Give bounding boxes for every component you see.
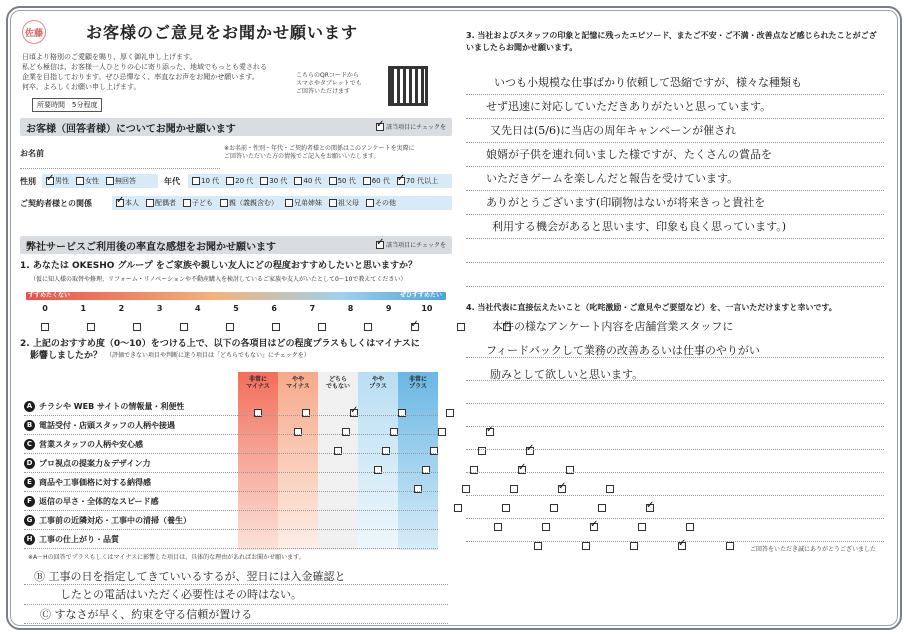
relation-option[interactable] — [285, 198, 322, 208]
relation-option-label: 祖父母 — [338, 199, 359, 207]
matrix-row — [24, 417, 175, 433]
relation-option-label: その他 — [375, 199, 396, 207]
q4-hw-2: フィードバックして業務の改善あるいは仕事のやりがい — [486, 344, 760, 357]
scale-label: 3 — [156, 304, 163, 313]
scale-checkbox[interactable] — [364, 323, 372, 331]
scale-label: 5 — [233, 304, 239, 313]
item-label: チラシや WEB サイトの情報量・利便性 — [39, 401, 185, 411]
item-letter-badge: D — [24, 458, 35, 469]
gender-checkbox[interactable] — [46, 177, 54, 185]
ruled-line — [466, 214, 884, 215]
matrix-row — [24, 474, 151, 490]
q1-gradient — [26, 292, 446, 300]
q2-handwriting-3: Ⓒ すなさが早く、約束を守る信頼が置ける — [40, 608, 253, 621]
scale-checkbox[interactable] — [180, 323, 188, 331]
q2-handwriting-1: Ⓑ 工事の日を指定してきていいるするが、翌日には入金確認と — [34, 570, 346, 583]
matrix-row — [24, 493, 159, 509]
q4-title: 4. 当社代表に直接伝えたいこと（叱咤激励・ご意見やご要望など）を、一言いただけますと幸いです。 — [466, 303, 837, 312]
section2-bar: 弊社サービスご利用後の率直な感想をお聞かせ願います ✓ 該当項目にチェックを — [20, 236, 452, 254]
scale-label: 7 — [309, 304, 316, 313]
age-option[interactable] — [329, 176, 356, 186]
q3-hw-2: せず迅速に対応していただきありがたいと思っています。 — [486, 100, 772, 113]
relation-option[interactable] — [220, 198, 278, 208]
item-letter-badge: C — [24, 439, 35, 450]
privacy-note: ※お名前・性別・年代・ご契約者様との関係はこのアンケートを実際に ご回答いただいた方の情報でご記入をお願いいたします。 — [224, 145, 415, 160]
gender-options — [42, 174, 158, 188]
seal-stamp: 佐藤 — [22, 20, 46, 44]
comment-line — [24, 584, 448, 585]
q3-hw-5: いただきゲームを楽しんだと報告を受けています。 — [486, 172, 739, 185]
relation-checkbox[interactable] — [220, 199, 228, 207]
matrix-checkbox[interactable] — [454, 504, 462, 512]
relation-option-label: 本人 — [125, 199, 139, 207]
intro-text: 日頃より格別のご愛顧を賜り、厚く御礼申し上げます。 私ども極信は、お客様一人ひとりの心に寄り添った、地域でもっとも愛される 企業を目指しております。ぜひ忌憚なく、率直なお声をお聞かせ願います。 何卒、よろしくお願い申し上げます。 — [22, 53, 267, 91]
age-checkbox[interactable] — [260, 177, 268, 185]
q2-handwriting-2: したとの電話はいただく必要性はその時はない。 — [60, 588, 302, 601]
age-option-label: 10 代 — [201, 177, 220, 185]
age-checkbox[interactable] — [192, 177, 200, 185]
gender-age-row — [20, 174, 452, 190]
relation-label: ご契約者様との関係 — [20, 199, 92, 208]
relation-option[interactable] — [366, 198, 396, 208]
age-option[interactable] — [363, 176, 390, 186]
q1-title: 1. あなたは OKESHO グループ をご家族や親しい友人にどの程度おすすめしたいと思いますか？ — [20, 261, 418, 271]
scale-checkbox[interactable] — [457, 323, 465, 331]
row-divider — [24, 453, 438, 454]
q3-hw-7: 利用する機会があると思います、印象も良く思っています。) — [492, 220, 787, 233]
item-letter-badge: F — [24, 496, 35, 507]
scale-label: 2 — [118, 304, 125, 313]
item-letter-badge: G — [24, 515, 35, 526]
matrix-column-header: 非常に プラス — [408, 376, 427, 390]
age-checkbox[interactable] — [294, 177, 302, 185]
row-divider — [24, 491, 438, 492]
matrix-column-header: どちら でもない — [325, 376, 350, 390]
scale-checkbox[interactable] — [411, 323, 419, 331]
ruled-line — [466, 403, 884, 404]
q3-hw-4: 娘婿が子供を連れ伺いました様ですが、たくさんの賞品を — [486, 148, 772, 161]
ruled-line — [466, 94, 884, 95]
relation-option-label: 兄弟姉妹 — [294, 199, 322, 207]
thanks-note: ご回答をいただき誠にありがとうございました — [749, 546, 876, 553]
q2-title: 2. 上記のおすすめ度（0〜10）をつける上で、以下の各項目はどの程度プラスもしくはマイナスに — [20, 339, 420, 349]
q2-matrix — [24, 372, 452, 550]
time-box: 所要時間 5分程度 — [32, 98, 102, 112]
matrix-column-header: やや プラス — [369, 376, 387, 390]
ruled-line — [466, 472, 884, 473]
q2-sub: （評価できない項目や判断に迷う項目は「どちらでもない」にチェックを） — [106, 352, 310, 359]
ruled-line — [466, 426, 884, 427]
matrix-row — [24, 398, 184, 414]
relation-checkbox[interactable] — [366, 199, 374, 207]
age-option-label: 60 代 — [371, 177, 390, 185]
scale-checkbox[interactable] — [272, 323, 280, 331]
age-option-label: 70 代以上 — [405, 177, 438, 185]
matrix-row — [24, 531, 119, 547]
scale-label: 4 — [195, 304, 201, 313]
relation-checkbox[interactable] — [116, 199, 124, 207]
matrix-row — [24, 436, 143, 452]
ruled-line — [466, 286, 884, 287]
relation-option[interactable] — [146, 198, 176, 208]
age-option-label: 40 代 — [303, 177, 322, 185]
row-divider — [24, 434, 438, 435]
relation-option[interactable] — [183, 198, 213, 208]
item-letter-badge: A — [24, 401, 35, 412]
matrix-bg — [238, 372, 438, 550]
row-divider — [24, 472, 438, 473]
gender-checkbox[interactable] — [76, 177, 84, 185]
ruled-line — [466, 262, 884, 263]
scale-label: 0 — [42, 304, 48, 313]
right-column — [466, 18, 890, 622]
scale-checkbox[interactable] — [226, 323, 234, 331]
gender-checkbox[interactable] — [106, 177, 114, 185]
age-checkbox[interactable] — [329, 177, 337, 185]
q3-hw-3: 又先日は(5/6)に当店の周年キャンペーンが催され — [490, 124, 737, 137]
q1-right-label: ぜひすすめたい — [400, 292, 443, 299]
scale-checkbox[interactable] — [133, 323, 141, 331]
q1-scale — [26, 302, 446, 332]
gender-option-label: 男性 — [55, 177, 69, 185]
age-option[interactable] — [397, 176, 438, 186]
ruled-line — [466, 166, 884, 167]
age-label: 年代 — [164, 177, 180, 186]
qr-note: こちらのQRコードから スマホやタブレットでも ご回答いただけます — [296, 72, 362, 95]
item-label: 営業スタッフの人柄や安心感 — [39, 439, 143, 449]
matrix-row — [24, 512, 191, 528]
matrix-column-header: 非常に マイナス — [246, 376, 270, 390]
age-option[interactable] — [192, 176, 219, 186]
age-checkbox[interactable] — [226, 177, 234, 185]
ruled-line — [466, 449, 884, 450]
matrix-row — [24, 455, 150, 471]
q2-title2: 影響しましたか？ — [30, 351, 103, 361]
row-divider — [24, 415, 438, 416]
q3-hw-1: いつも小規模な仕事ばかり依頼して恐縮ですが、様々な種類も — [494, 76, 802, 89]
scale-checkbox[interactable] — [87, 323, 95, 331]
item-label: 工事の仕上がり・品質 — [39, 534, 119, 544]
ruled-line — [466, 518, 884, 519]
relation-option[interactable] — [116, 198, 139, 208]
relation-option[interactable] — [329, 198, 359, 208]
gender-label: 性別 — [20, 177, 36, 186]
q1-left-label: すすめたくない — [28, 292, 71, 299]
relation-checkbox[interactable] — [329, 199, 337, 207]
scale-checkbox[interactable] — [41, 323, 49, 331]
relation-option-label: 配偶者 — [155, 199, 176, 207]
scale-label: 8 — [347, 304, 354, 313]
age-option-label: 30 代 — [269, 177, 288, 185]
item-letter-badge: H — [24, 534, 35, 545]
item-letter-badge: E — [24, 477, 35, 488]
age-options — [188, 174, 452, 188]
name-label: お名前 — [20, 149, 44, 158]
item-label: 工事前の近隣対応・工事中の清掃（養生） — [39, 515, 191, 525]
qr-code[interactable] — [388, 66, 428, 106]
q1-sub: （仮に知人様の取替や修理、リフォーム・リノベーションや不動産購入を検討しているご家族や友人がいたとして0〜10で教えてください） — [30, 276, 407, 283]
scale-label: 1 — [80, 304, 87, 313]
q4-hw-3: 励みとして欲しいと思います。 — [490, 368, 644, 381]
gender-option-label: 女性 — [85, 177, 99, 185]
section1-bar: お客様（回答者様）についてお聞かせ願います ✓ 該当項目にチェックを — [20, 118, 452, 136]
row-divider — [24, 510, 438, 511]
item-label: 商品や工事価格に対する納得感 — [39, 477, 151, 487]
q4-hw-1: 本件の様なアンケート内容を店舗営業スタッフに — [492, 320, 734, 333]
scale-checkbox[interactable] — [318, 323, 326, 331]
relation-checkbox[interactable] — [183, 199, 191, 207]
q3-title: 3. 当社およびスタッフの印象と記憶に残ったエピソード、またご不安・ご不満・改善点など感じられたことがございましたらお聞かせ願います。 — [466, 31, 877, 52]
scale-label: 6 — [271, 304, 277, 313]
matrix-checkbox[interactable] — [438, 428, 446, 436]
ruled-line — [466, 142, 884, 143]
q2-footnote: ※A〜Hの回答でプラスもしくはマイナスに影響した項目は、具体的な理由があればお聞かせ願います。 — [28, 554, 305, 561]
scale-label: 9 — [385, 304, 392, 313]
relation-checkbox[interactable] — [146, 199, 154, 207]
relation-checkbox[interactable] — [285, 199, 293, 207]
q3-hw-6: ありがとうございます(印刷物はないが将来きっと貴社を — [486, 196, 766, 209]
matrix-column-header: やや マイナス — [286, 376, 310, 390]
item-label: プロ視点の提案力＆デザイン力 — [39, 458, 151, 468]
row-divider — [24, 548, 438, 549]
gender-option[interactable] — [76, 176, 99, 186]
gender-option[interactable] — [46, 176, 69, 186]
relation-options — [112, 196, 452, 210]
matrix-checkbox[interactable] — [446, 409, 454, 417]
ruled-line — [466, 190, 884, 191]
gender-option-label: 無回答 — [115, 177, 136, 185]
page-title: お客様のご意見をお聞かせ願います — [86, 23, 359, 42]
item-label: 返信の早さ・全体的なスピード感 — [39, 496, 159, 506]
age-checkbox[interactable] — [397, 177, 405, 185]
row-divider — [24, 529, 438, 530]
scale-label: 10 — [421, 304, 433, 313]
comment-line — [24, 623, 448, 624]
name-line — [20, 168, 220, 169]
gender-option[interactable] — [106, 176, 136, 186]
age-option[interactable] — [226, 176, 253, 186]
item-letter-badge: B — [24, 420, 35, 431]
ruled-line — [466, 495, 884, 496]
age-option[interactable] — [260, 176, 287, 186]
age-option[interactable] — [294, 176, 321, 186]
relation-option-label: 親（義親含む） — [229, 199, 278, 207]
ruled-line — [466, 541, 884, 542]
relation-row — [20, 196, 452, 212]
relation-option-label: 子ども — [192, 199, 213, 207]
ruled-line — [466, 238, 884, 239]
ruled-line — [466, 118, 884, 119]
age-option-label: 50 代 — [337, 177, 356, 185]
comment-line — [24, 604, 448, 605]
age-checkbox[interactable] — [363, 177, 371, 185]
item-label: 電話受付・店頭スタッフの人柄や接遇 — [39, 420, 175, 430]
age-option-label: 20 代 — [235, 177, 254, 185]
left-column — [20, 14, 452, 624]
